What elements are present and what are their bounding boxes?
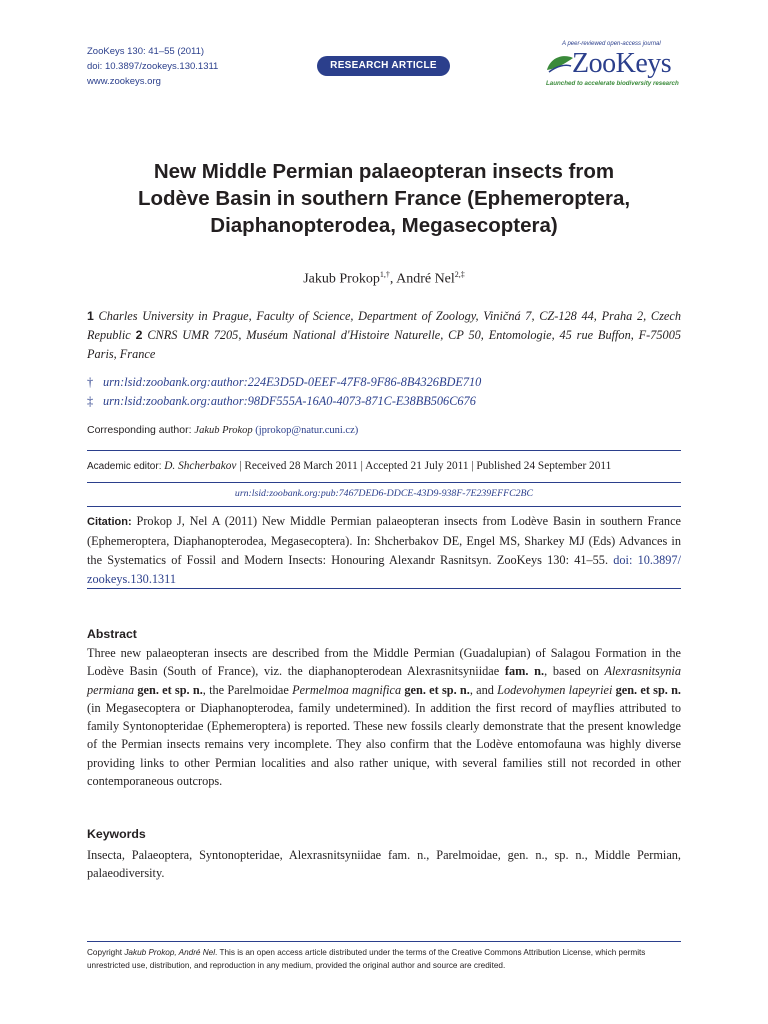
author-affil-marker: 1,† [379, 270, 390, 279]
journal-citation-line: ZooKeys 130: 41–55 (2011) [87, 46, 205, 57]
author-name: Jakub Prokop [303, 271, 380, 287]
abstract-text: (in Megasecoptera or Diaphanopterodea, family undetermined). In addition the first record of mayflies attributed to family Syntonopteridae (Ephemeroptera) is reported. These new fossils clearly demonstrate that the present knowledge of the Permian insects remains very incomplete. They also confirm that the Lodève entomofauna was highly diverse providing links to other Permian localities and also rather unique, with several families still not recorded in other contemporaneous outcrops. [87, 700, 681, 789]
dates-text: | Received 28 March 2011 | Accepted 21 July 2011 | Published 24 September 2011 [236, 460, 612, 472]
author-affil-marker: 2,‡ [454, 270, 465, 279]
author-lsids [87, 373, 481, 410]
abstract-text: , based on [544, 664, 605, 679]
divider [87, 941, 681, 942]
lsid-row [87, 373, 481, 392]
abstract-bold: fam. n. [504, 664, 545, 679]
affil-number: 1 [87, 309, 94, 323]
logo-subtitle: Launched to accelerate biodiversity research [546, 80, 679, 87]
article-type-badge: RESEARCH ARTICLE [317, 56, 450, 76]
abstract-body [87, 644, 681, 790]
divider [87, 588, 681, 589]
lsid-link[interactable]: urn:lsid:zoobank.org:author:224E3D5D-0EEF-47F8-9F86-8B4326BDE710 [103, 375, 482, 389]
author-name: André Nel [396, 271, 455, 287]
citation-doi-link[interactable]: doi: 10.3897/ zookeys.130.1311 [87, 553, 681, 586]
title-line: Diaphanopterodea, Megasecoptera) [210, 214, 558, 237]
abstract-text: Three new palaeopteran insects are described from the Middle Permian (Guadalupian) of Salagou Formation in the Lodève Basin (South of France), viz. the diaphanopterodean Alexrasnitsyniidae [87, 646, 681, 679]
keywords-body: Insecta, Palaeoptera, Syntonopteridae, Alexrasnitsyniidae fam. n., Parelmoidae, gen. n., sp. n., Middle Permian, palaeodiversity. [87, 848, 681, 881]
corresponding-name: Jakub Prokop [194, 425, 253, 436]
abstract-bold: gen. et sp. n. [612, 682, 682, 697]
copyright-text: . This is an open access article distributed under the terms of the Creative Commons Attribution License, which permits unrestricted use, distribution, and reproduction in any medium, provided the original author and source are credited. [87, 948, 646, 970]
publication-lsid[interactable]: urn:lsid:zoobank.org:pub:7467DED6-DDCE-43D9-938F-7E239EFFC2BC [234, 488, 534, 499]
doi-link[interactable]: doi: 10.3897/zookeys.130.1311 [87, 61, 219, 72]
taxon-name: Alexrasnitsynia permiana [87, 664, 681, 697]
editor-label: Academic editor: [87, 461, 165, 472]
article-title [87, 158, 681, 239]
divider [87, 450, 681, 451]
abstract-bold: gen. et sp. n. [134, 682, 203, 697]
double-dagger-marker: ‡ [87, 393, 94, 408]
abstract-bold: gen. et sp. n. [401, 682, 470, 697]
author-separator: , [389, 271, 397, 287]
lsid-row [87, 392, 481, 411]
citation [87, 512, 681, 589]
editor-dates-line [87, 460, 681, 472]
taxon-name: Lodevohymen lapeyriei [497, 682, 613, 697]
title-line: New Middle Permian palaeopteran insects from [153, 160, 615, 183]
copyright-notice [87, 947, 681, 972]
keywords-heading: Keywords [87, 827, 146, 841]
journal-url-link[interactable]: www.zookeys.org [87, 76, 161, 87]
abstract-heading: Abstract [87, 627, 137, 641]
taxon-name: Permelmoa magnifica [292, 682, 402, 697]
journal-info [87, 44, 218, 89]
divider [87, 482, 681, 483]
logo-tagline: A peer-reviewed open-access journal [562, 41, 661, 47]
divider [87, 506, 681, 507]
affil-number: 2 [135, 328, 143, 342]
affil-text: CNRS UMR 7205, Muséum National d'Histoire Naturelle, CP 50, Entomologie, 45 rue Buffon, F-75005 Paris, France [87, 328, 682, 361]
title-line: Lodève Basin in southern France (Ephemeroptera, [137, 187, 631, 210]
abstract-text: , and [469, 682, 498, 697]
corresponding-label: Corresponding author: [87, 424, 195, 436]
editor-name: D. Shcherbakov [164, 460, 237, 472]
leaf-logo-icon [545, 52, 575, 76]
copyright-prefix: Copyright [87, 948, 125, 957]
affil-text: Charles University in Prague, Faculty of Science, Department of Zoology, Viničná 7, CZ-128 44, Praha 2, Czech Republic [87, 309, 681, 342]
author-list [87, 270, 681, 288]
lsid-link[interactable]: urn:lsid:zoobank.org:author:98DF555A-16A0-4073-871C-E38BB506C676 [103, 393, 476, 408]
citation-label: Citation: [87, 516, 132, 528]
corresponding-author [87, 424, 358, 436]
copyright-authors: Jakub Prokop, André Nel [124, 948, 216, 957]
logo-name[interactable]: ZooKeys [572, 48, 672, 79]
abstract-text: , the Parelmoidae [202, 682, 293, 697]
corresponding-email[interactable]: (jprokop@natur.cuni.cz) [252, 425, 359, 436]
citation-text: Prokop J, Nel A (2011) New Middle Permian palaeopteran insects from Lodève Basin in southern France (Ephemeroptera, Diaphanopterodea, Megasecoptera). In: Shcherbakov DE, Engel MS, Sharkey MJ (Eds) Advances in the Systematics of Fossil and Modern Insects: Honouring Alexandr Rasnitsyn. ZooKeys 130: 41–55. [87, 514, 681, 567]
dagger-marker: † [87, 375, 94, 389]
affiliations [87, 307, 681, 364]
